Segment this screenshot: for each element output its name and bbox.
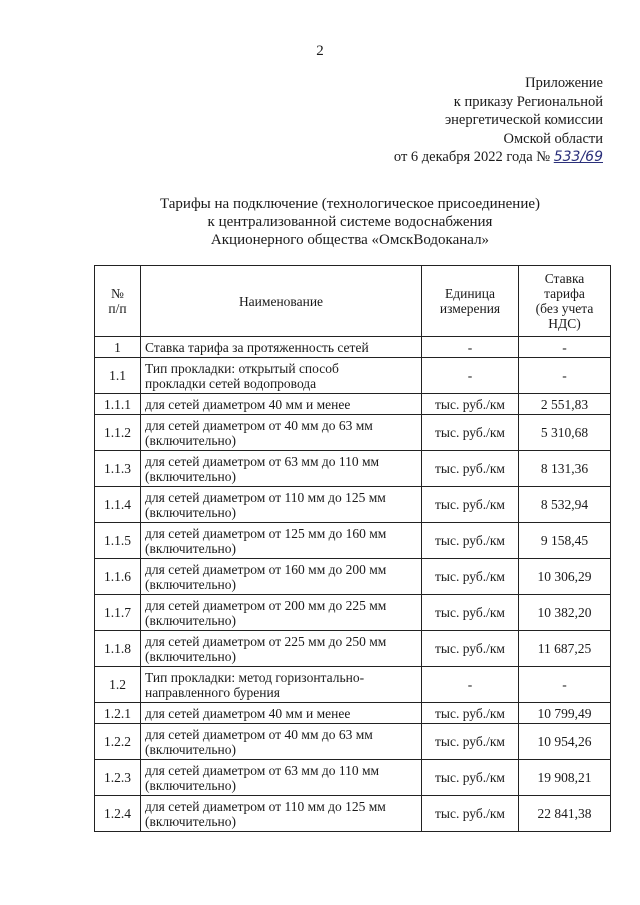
- header-rate-line: Ставка: [544, 271, 585, 286]
- row-number: 1.1.4: [95, 487, 141, 523]
- row-name-line: для сетей диаметром от 200 мм до 225 мм: [145, 597, 387, 613]
- row-number: 1.1.6: [95, 559, 141, 595]
- appendix-line: энергетической комиссии: [444, 112, 603, 128]
- row-number: 1.2.1: [95, 703, 141, 724]
- row-name-line: (включительно): [145, 468, 237, 484]
- row-rate: 22 841,38: [519, 796, 611, 832]
- appendix-date-text: от 6 декабря 2022 года №: [393, 149, 551, 165]
- row-rate: 10 306,29: [519, 559, 611, 595]
- tariff-table: [94, 265, 611, 832]
- row-rate: 10 799,49: [519, 703, 611, 724]
- row-name: [141, 337, 422, 358]
- row-unit: тыс. руб./км: [422, 703, 519, 724]
- row-name: [141, 760, 422, 796]
- row-unit: -: [422, 337, 519, 358]
- row-number: 1.1: [95, 358, 141, 394]
- row-name-line: для сетей диаметром от 225 мм до 250 мм: [145, 633, 387, 649]
- appendix-line: к приказу Региональной: [453, 93, 603, 110]
- row-unit: тыс. руб./км: [422, 487, 519, 523]
- table-row: [95, 631, 611, 667]
- row-name-line: для сетей диаметром от 63 мм до 110 мм: [145, 762, 380, 778]
- document-title: [0, 195, 640, 249]
- row-name-line: Тип прокладки: метод горизонтально-: [145, 669, 365, 685]
- table-row: [95, 337, 611, 358]
- row-number: 1.2: [95, 667, 141, 703]
- header-rate-line: НДС): [548, 316, 581, 331]
- table-row: [95, 559, 611, 595]
- header-unit: [422, 266, 519, 337]
- row-number: 1.2.4: [95, 796, 141, 832]
- table-row: [95, 667, 611, 703]
- header-unit-line: Единица: [444, 286, 495, 301]
- row-unit: тыс. руб./км: [422, 631, 519, 667]
- table-header-row: [95, 266, 611, 337]
- appendix-block: [394, 74, 603, 167]
- row-number: 1.1.1: [95, 394, 141, 415]
- row-rate: -: [519, 667, 611, 703]
- row-unit: -: [422, 358, 519, 394]
- row-name-line: (включительно): [145, 777, 237, 793]
- row-name: [141, 415, 422, 451]
- row-rate: 11 687,25: [519, 631, 611, 667]
- row-name-line: прокладки сетей водопровода: [145, 375, 317, 391]
- row-name-line: (включительно): [145, 648, 237, 664]
- row-unit: тыс. руб./км: [422, 595, 519, 631]
- row-unit: тыс. руб./км: [422, 724, 519, 760]
- row-name: [141, 559, 422, 595]
- table-row: [95, 487, 611, 523]
- table-row: [95, 595, 611, 631]
- row-rate: 8 131,36: [519, 451, 611, 487]
- appendix-date-line: [394, 148, 603, 167]
- row-name-line: Ставка тарифа за протяженность сетей: [145, 339, 369, 355]
- table-row: [95, 760, 611, 796]
- row-name-line: для сетей диаметром 40 мм и менее: [145, 705, 351, 721]
- table-row: [95, 724, 611, 760]
- row-name-line: Тип прокладки: открытый способ: [145, 360, 339, 376]
- row-name-line: для сетей диаметром от 160 мм до 200 мм: [145, 561, 387, 577]
- row-unit: тыс. руб./км: [422, 559, 519, 595]
- row-name-line: (включительно): [145, 741, 237, 757]
- row-number: 1.2.2: [95, 724, 141, 760]
- row-rate: 19 908,21: [519, 760, 611, 796]
- row-number: 1.1.8: [95, 631, 141, 667]
- row-rate: 10 382,20: [519, 595, 611, 631]
- row-name: [141, 487, 422, 523]
- header-rate-line: тарифа: [544, 286, 585, 301]
- row-name-line: (включительно): [145, 813, 237, 829]
- table-row: [95, 796, 611, 832]
- row-unit: тыс. руб./км: [422, 796, 519, 832]
- row-name: [141, 394, 422, 415]
- table-row: [95, 394, 611, 415]
- row-name: [141, 703, 422, 724]
- row-name-line: для сетей диаметром от 125 мм до 160 мм: [145, 525, 387, 541]
- row-rate: 10 954,26: [519, 724, 611, 760]
- row-number: 1.2.3: [95, 760, 141, 796]
- row-name: [141, 796, 422, 832]
- row-name: [141, 358, 422, 394]
- header-unit-line: измерения: [439, 301, 501, 316]
- table-row: [95, 358, 611, 394]
- header-rate-line: (без учета: [535, 301, 594, 316]
- title-line: Тарифы на подключение (технологическое присоединение): [159, 196, 541, 212]
- row-name-line: для сетей диаметром 40 мм и менее: [145, 396, 351, 412]
- row-name-line: направленного бурения: [145, 684, 280, 700]
- row-rate: 8 532,94: [519, 487, 611, 523]
- row-name: [141, 667, 422, 703]
- table-row: [95, 523, 611, 559]
- row-name-line: (включительно): [145, 612, 237, 628]
- row-number: 1.1.7: [95, 595, 141, 631]
- row-name-line: для сетей диаметром от 110 мм до 125 мм: [145, 489, 386, 505]
- header-rate: [519, 266, 611, 337]
- row-name: [141, 523, 422, 559]
- table-row: [95, 451, 611, 487]
- row-rate: 5 310,68: [519, 415, 611, 451]
- row-unit: тыс. руб./км: [422, 451, 519, 487]
- appendix-line: Омской области: [503, 130, 603, 147]
- row-name: [141, 631, 422, 667]
- row-rate: -: [519, 337, 611, 358]
- row-unit: тыс. руб./км: [422, 394, 519, 415]
- row-name-line: для сетей диаметром от 110 мм до 125 мм: [145, 798, 386, 814]
- row-unit: тыс. руб./км: [422, 760, 519, 796]
- row-name-line: для сетей диаметром от 40 мм до 63 мм: [145, 726, 373, 742]
- row-name: [141, 724, 422, 760]
- row-number: 1.1.5: [95, 523, 141, 559]
- title-line: Акционерного общества «ОмскВодоканал»: [210, 232, 490, 248]
- page-number: 2: [316, 43, 324, 59]
- row-number: 1.1.3: [95, 451, 141, 487]
- appendix-line: Приложение: [525, 75, 603, 91]
- table-body: [95, 337, 611, 832]
- row-name-line: (включительно): [145, 576, 237, 592]
- header-name: Наименование: [141, 266, 422, 337]
- row-unit: -: [422, 667, 519, 703]
- row-unit: тыс. руб./км: [422, 523, 519, 559]
- row-rate: 9 158,45: [519, 523, 611, 559]
- header-num-line: п/п: [108, 301, 127, 316]
- row-rate: 2 551,83: [519, 394, 611, 415]
- row-number: 1: [95, 337, 141, 358]
- row-name-line: (включительно): [145, 540, 237, 556]
- table-row: [95, 703, 611, 724]
- order-number-handwritten: 533/69: [553, 149, 603, 165]
- row-number: 1.1.2: [95, 415, 141, 451]
- table-row: [95, 415, 611, 451]
- row-name-line: для сетей диаметром от 40 мм до 63 мм: [145, 417, 373, 433]
- header-num-line: №: [111, 286, 124, 301]
- row-unit: тыс. руб./км: [422, 415, 519, 451]
- row-name: [141, 595, 422, 631]
- title-line: к централизованной системе водоснабжения: [207, 214, 493, 230]
- row-name-line: (включительно): [145, 432, 237, 448]
- row-rate: -: [519, 358, 611, 394]
- row-name-line: для сетей диаметром от 63 мм до 110 мм: [145, 453, 380, 469]
- row-name-line: (включительно): [145, 504, 237, 520]
- header-num: [95, 266, 141, 337]
- row-name: [141, 451, 422, 487]
